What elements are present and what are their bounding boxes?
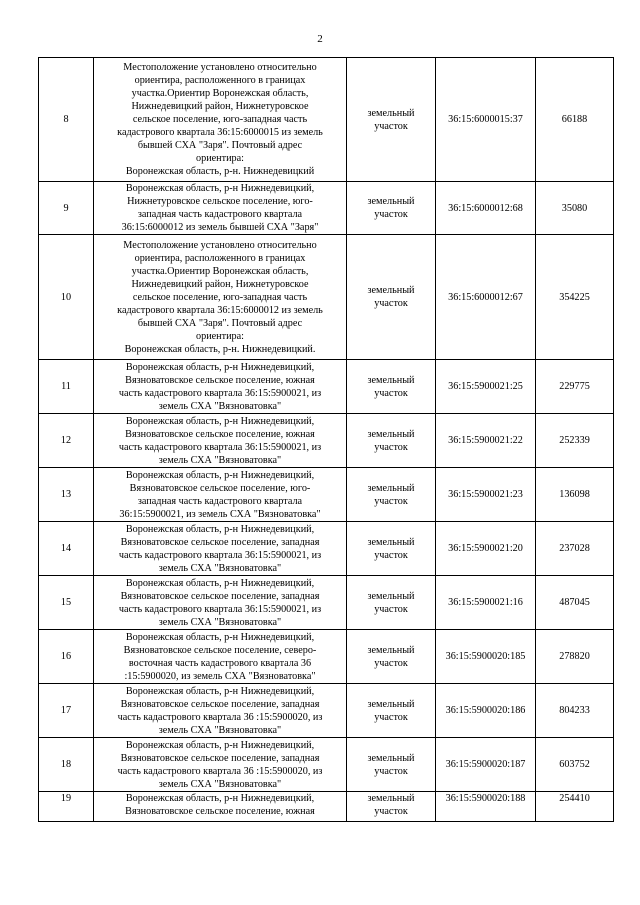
description-line: земель СХА "Вязноватовка" — [158, 562, 282, 574]
description-line: участка.Ориентир Воронежская область, — [131, 265, 309, 277]
cadastral-number: 36:15:6000012:68 — [436, 182, 536, 235]
description-line: ориентира, расположенного в границах — [134, 75, 306, 86]
plot-area: 354225 — [536, 235, 614, 360]
description-line: ориентира, расположенного в границах — [134, 252, 306, 264]
description-line: :15:5900020, из земель СХА "Вязноватовка" — [124, 670, 316, 682]
plot-area: 252339 — [536, 414, 614, 468]
description-line: Воронежская область, р-н Нижнедевицкий, — [125, 793, 315, 804]
object-type: земельный участок — [347, 360, 436, 414]
description-line: участка.Ориентир Воронежская область, — [131, 88, 309, 99]
cadastral-number: 36:15:5900021:16 — [436, 576, 536, 630]
object-type: земельный участок — [347, 522, 436, 576]
description-line: сельское поселение, юго-западная часть — [132, 114, 308, 125]
table-row — [39, 414, 614, 468]
description-line: Нижнедевицкий район, Нижнетуровское — [131, 101, 309, 112]
description-line: Воронежская область, р-н Нижнедевицкий, — [125, 415, 315, 427]
location-description — [94, 630, 347, 684]
page-number: 2 — [317, 33, 323, 45]
object-type: земельный участок — [347, 738, 436, 792]
description-line: Воронежская область, р-н Нижнедевицкий, — [125, 685, 315, 697]
description-line: Вязноватовское сельское поселение, западная — [120, 698, 320, 710]
description-line: часть кадастрового квартала 36:15:5900021, из — [118, 603, 322, 615]
description-line: часть кадастрового квартала 36:15:5900021, из — [118, 441, 322, 453]
description-line: Воронежская область, р-н. Нижнедевицкий — [125, 166, 315, 177]
table-row — [39, 182, 614, 235]
description-line: Вязноватовское сельское поселение, северо- — [123, 644, 317, 656]
description-line: Воронежская область, р-н Нижнедевицкий, — [125, 469, 315, 481]
location-description — [94, 58, 347, 182]
object-type: земельный участок — [347, 684, 436, 738]
description-line: часть кадастрового квартала 36:15:5900021, из — [118, 387, 322, 399]
table-row — [39, 360, 614, 414]
row-number: 17 — [39, 684, 94, 738]
location-description — [94, 738, 347, 792]
cadastral-number: 36:15:6000015:37 — [436, 58, 536, 182]
description-line: кадастрового квартала 36:15:6000012 из земель — [117, 304, 323, 316]
description-line: бывшей СХА "Заря". Почтовый адрес — [137, 140, 303, 151]
table-row — [39, 630, 614, 684]
description-line: западная часть кадастрового квартала — [137, 495, 303, 507]
description-line: часть кадастрового квартала 36:15:5900021, из — [118, 549, 322, 561]
land-plots-table — [38, 57, 614, 822]
description-line: Воронежская область, р-н Нижнедевицкий, — [125, 523, 315, 535]
row-number: 8 — [39, 58, 94, 182]
location-description — [94, 684, 347, 738]
table-row — [39, 684, 614, 738]
plot-area: 804233 — [536, 684, 614, 738]
object-type: земельный участок — [347, 182, 436, 235]
description-line: земель СХА "Вязноватовка" — [158, 724, 282, 736]
description-line: Нижнедевицкий район, Нижнетуровское — [131, 278, 309, 290]
cadastral-number: 36:15:5900020:186 — [436, 684, 536, 738]
description-line: Вязноватовское сельское поселение, западная — [120, 752, 320, 764]
cadastral-number: 36:15:6000012:67 — [436, 235, 536, 360]
description-line: часть кадастрового квартала 36 :15:5900020, из — [117, 765, 323, 777]
location-description — [94, 576, 347, 630]
description-line: Воронежская область, р-н Нижнедевицкий, — [125, 739, 315, 751]
row-number: 12 — [39, 414, 94, 468]
description-line: Воронежская область, р-н Нижнедевицкий, — [125, 577, 315, 589]
description-line: Вязноватовское сельское поселение, западная — [120, 536, 320, 548]
description-line: кадастрового квартала 36:15:6000015 из земель — [117, 127, 323, 138]
description-line: Вязноватовское сельское поселение, южная — [125, 806, 315, 817]
cadastral-number: 36:15:5900020:185 — [436, 630, 536, 684]
plot-area: 136098 — [536, 468, 614, 522]
object-type: земельный участок — [347, 235, 436, 360]
description-line: Местоположение установлено относительно — [123, 239, 317, 251]
location-description — [94, 235, 347, 360]
description-line: 36:15:5900021, из земель СХА "Вязноватовка" — [119, 508, 321, 520]
cadastral-number: 36:15:5900021:25 — [436, 360, 536, 414]
description-line: часть кадастрового квартала 36 :15:5900020, из — [117, 711, 323, 723]
row-number: 16 — [39, 630, 94, 684]
description-line: бывшей СХА "Заря". Почтовый адрес — [137, 317, 303, 329]
description-line: ориентира: — [196, 153, 244, 164]
description-line: 36:15:6000012 из земель бывшей СХА "Заря" — [121, 222, 319, 233]
description-line: Вязноватовское сельское поселение, западная — [120, 590, 320, 602]
description-line: Воронежская область, р-н Нижнедевицкий, — [125, 183, 315, 194]
table-row — [39, 522, 614, 576]
description-line: восточная часть кадастрового квартала 36 — [128, 657, 312, 669]
table-row — [39, 468, 614, 522]
plot-area: 487045 — [536, 576, 614, 630]
plot-area: 603752 — [536, 738, 614, 792]
description-line: Нижнетуровское сельское поселение, юго- — [127, 196, 313, 207]
table-row — [39, 576, 614, 630]
description-line: сельское поселение, юго-западная часть — [132, 291, 308, 303]
plot-area: 66188 — [536, 58, 614, 182]
description-line: Воронежская область, р-н Нижнедевицкий, — [125, 361, 315, 373]
table-row — [39, 235, 614, 360]
location-description — [94, 414, 347, 468]
cadastral-number: 36:15:5900020:188 — [436, 792, 536, 822]
cadastral-number: 36:15:5900021:23 — [436, 468, 536, 522]
row-number: 19 — [39, 792, 94, 822]
object-type: земельный участок — [347, 792, 436, 822]
table-row — [39, 792, 614, 822]
cadastral-number: 36:15:5900021:22 — [436, 414, 536, 468]
table-row — [39, 738, 614, 792]
description-line: Вязноватовское сельское поселение, юго- — [129, 482, 311, 494]
object-type: земельный участок — [347, 414, 436, 468]
row-number: 13 — [39, 468, 94, 522]
description-line: Вязноватовское сельское поселение, южная — [125, 374, 315, 386]
description-line: Воронежская область, р-н. Нижнедевицкий. — [124, 343, 316, 355]
object-type: земельный участок — [347, 576, 436, 630]
description-line: западная часть кадастрового квартала — [137, 209, 303, 220]
row-number: 14 — [39, 522, 94, 576]
row-number: 18 — [39, 738, 94, 792]
description-line: земель СХА "Вязноватовка" — [158, 400, 282, 412]
description-line: земель СХА "Вязноватовка" — [158, 778, 282, 790]
cadastral-number: 36:15:5900020:187 — [436, 738, 536, 792]
object-type: земельный участок — [347, 58, 436, 182]
description-line: ориентира: — [196, 330, 244, 342]
row-number: 10 — [39, 235, 94, 360]
description-line: Местоположение установлено относительно — [123, 62, 317, 73]
plot-area: 278820 — [536, 630, 614, 684]
location-description — [94, 360, 347, 414]
cadastral-number: 36:15:5900021:20 — [436, 522, 536, 576]
location-description — [94, 182, 347, 235]
plot-area: 229775 — [536, 360, 614, 414]
object-type: земельный участок — [347, 630, 436, 684]
row-number: 11 — [39, 360, 94, 414]
table-row — [39, 58, 614, 182]
description-line: Воронежская область, р-н Нижнедевицкий, — [125, 631, 315, 643]
object-type: земельный участок — [347, 468, 436, 522]
location-description — [94, 522, 347, 576]
plot-area: 35080 — [536, 182, 614, 235]
location-description — [94, 468, 347, 522]
description-line: земель СХА "Вязноватовка" — [158, 616, 282, 628]
description-line: Вязноватовское сельское поселение, южная — [125, 428, 315, 440]
row-number: 15 — [39, 576, 94, 630]
plot-area: 237028 — [536, 522, 614, 576]
location-description — [94, 792, 347, 822]
plot-area: 254410 — [536, 792, 614, 822]
description-line: земель СХА "Вязноватовка" — [158, 454, 282, 466]
row-number: 9 — [39, 182, 94, 235]
